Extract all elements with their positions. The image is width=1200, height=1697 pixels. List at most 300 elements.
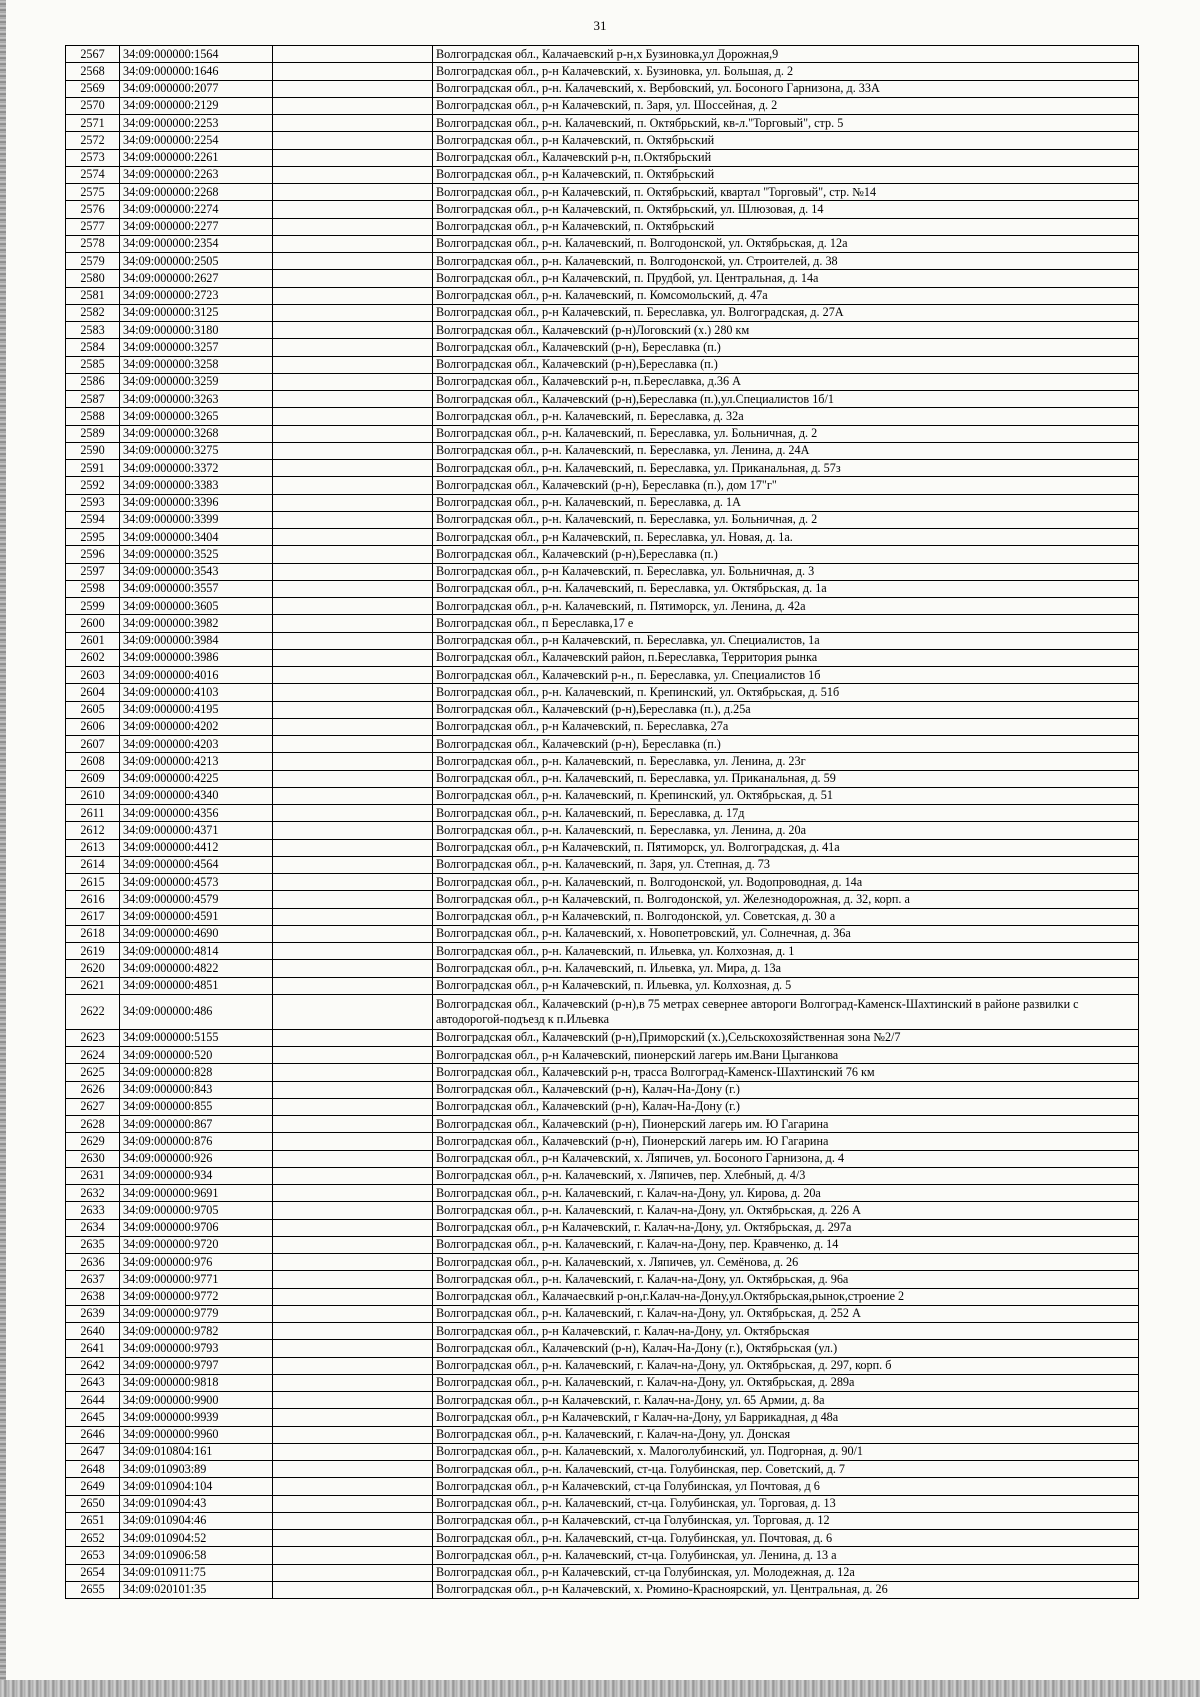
table-row — [66, 270, 1139, 287]
empty-cell — [273, 460, 433, 477]
address-cell: Волгоградская обл., р-н Калачевский, п. Ильевка, ул. Колхозная, д. 5 — [433, 977, 1139, 994]
table-row — [66, 667, 1139, 684]
address-cell: Волгоградская обл., Калачевский (р-н), Калач-На-Дону (г.) — [433, 1098, 1139, 1115]
empty-cell — [273, 718, 433, 735]
row-number-cell: 2647 — [66, 1443, 120, 1460]
row-number-cell: 2570 — [66, 97, 120, 114]
table-row — [66, 322, 1139, 339]
cadastral-number-cell: 34:09:000000:3396 — [120, 494, 273, 511]
address-cell: Волгоградская обл., р-н Калачевский, г Калач-на-Дону, ул Баррикадная, д 48а — [433, 1409, 1139, 1426]
empty-cell — [273, 253, 433, 270]
row-number-cell: 2626 — [66, 1081, 120, 1098]
address-cell: Волгоградская обл., р-н. Калачевский, х. Ляпичев, пер. Хлебный, д. 4/3 — [433, 1167, 1139, 1184]
row-number-cell: 2636 — [66, 1254, 120, 1271]
row-number-cell: 2604 — [66, 684, 120, 701]
table-row — [66, 218, 1139, 235]
row-number-cell: 2621 — [66, 977, 120, 994]
cadastral-number-cell: 34:09:000000:4822 — [120, 960, 273, 977]
cadastral-number-cell: 34:09:010804:161 — [120, 1443, 273, 1460]
cadastral-number-cell: 34:09:000000:828 — [120, 1064, 273, 1081]
table-row — [66, 1392, 1139, 1409]
empty-cell — [273, 477, 433, 494]
table-row — [66, 770, 1139, 787]
empty-cell — [273, 805, 433, 822]
address-cell: Волгоградская обл., р-н Калачевский, х. Рюмино-Красноярский, ул. Центральная, д. 26 — [433, 1581, 1139, 1598]
address-cell: Волгоградская обл., р-н Калачевский, п. Октябрьский, ул. Шлюзовая, д. 14 — [433, 201, 1139, 218]
cadastral-number-cell: 34:09:000000:3605 — [120, 598, 273, 615]
empty-cell — [273, 787, 433, 804]
table-row — [66, 822, 1139, 839]
cadastral-number-cell: 34:09:000000:843 — [120, 1081, 273, 1098]
row-number-cell: 2576 — [66, 201, 120, 218]
address-cell: Волгоградская обл., р-н Калачевский, х. Ляпичев, ул. Босоного Гарнизона, д. 4 — [433, 1150, 1139, 1167]
table-row — [66, 442, 1139, 459]
address-cell: Волгоградская обл., р-н. Калачевский, п. Береславка, д. 1А — [433, 494, 1139, 511]
empty-cell — [273, 580, 433, 597]
row-number-cell: 2635 — [66, 1236, 120, 1253]
row-number-cell: 2606 — [66, 718, 120, 735]
row-number-cell: 2597 — [66, 563, 120, 580]
empty-cell — [273, 1133, 433, 1150]
empty-cell — [273, 1047, 433, 1064]
row-number-cell: 2578 — [66, 235, 120, 252]
cadastral-number-cell: 34:09:000000:9772 — [120, 1288, 273, 1305]
address-cell: Волгоградская обл., р-н Калачевский, г. Калач-на-Дону, ул. Октябрьская, д. 297а — [433, 1219, 1139, 1236]
cadastral-number-cell: 34:09:000000:2274 — [120, 201, 273, 218]
row-number-cell: 2601 — [66, 632, 120, 649]
address-cell: Волгоградская обл., Калачевский (р-н),Береславка (п.) — [433, 546, 1139, 563]
row-number-cell: 2599 — [66, 598, 120, 615]
cadastral-number-cell: 34:09:000000:9793 — [120, 1340, 273, 1357]
cadastral-number-cell: 34:09:000000:4225 — [120, 770, 273, 787]
cadastral-number-cell: 34:09:000000:4573 — [120, 874, 273, 891]
empty-cell — [273, 1098, 433, 1115]
address-cell: Волгоградская обл., Калачевский р-н., п. Береславка, ул. Специалистов 1б — [433, 667, 1139, 684]
table-row — [66, 529, 1139, 546]
row-number-cell: 2585 — [66, 356, 120, 373]
address-cell: Волгоградская обл., Калачевский р-н, п.Октябрьский — [433, 149, 1139, 166]
row-number-cell: 2567 — [66, 46, 120, 63]
row-number-cell: 2622 — [66, 994, 120, 1029]
table-row — [66, 287, 1139, 304]
cadastral-number-cell: 34:09:000000:926 — [120, 1150, 273, 1167]
address-cell: Волгоградская обл., р-н Калачевский, п. Заря, ул. Шоссейная, д. 2 — [433, 97, 1139, 114]
row-number-cell: 2583 — [66, 322, 120, 339]
empty-cell — [273, 1443, 433, 1460]
cadastral-number-cell: 34:09:000000:9706 — [120, 1219, 273, 1236]
cadastral-number-cell: 34:09:000000:4103 — [120, 684, 273, 701]
cadastral-number-cell: 34:09:000000:2254 — [120, 132, 273, 149]
table-row — [66, 718, 1139, 735]
cadastral-number-cell: 34:09:000000:3525 — [120, 546, 273, 563]
cadastral-number-cell: 34:09:000000:3263 — [120, 391, 273, 408]
empty-cell — [273, 684, 433, 701]
address-cell: Волгоградская обл., р-н. Калачевский, п. Береславка, ул. Октябрьская, д. 1а — [433, 580, 1139, 597]
empty-cell — [273, 1357, 433, 1374]
cadastral-number-cell: 34:09:000000:3258 — [120, 356, 273, 373]
cadastral-number-cell: 34:09:000000:867 — [120, 1116, 273, 1133]
empty-cell — [273, 736, 433, 753]
cadastral-number-cell: 34:09:000000:3399 — [120, 511, 273, 528]
empty-cell — [273, 408, 433, 425]
row-number-cell: 2607 — [66, 736, 120, 753]
cadastral-number-cell: 34:09:000000:3275 — [120, 442, 273, 459]
empty-cell — [273, 1512, 433, 1529]
empty-cell — [273, 563, 433, 580]
cadastral-number-cell: 34:09:000000:3986 — [120, 649, 273, 666]
address-cell: Волгоградская обл., Калачевский (р-н),Приморский (х.),Сельскохозяйственная зона №2/7 — [433, 1029, 1139, 1046]
table-row — [66, 994, 1139, 1029]
table-row — [66, 115, 1139, 132]
address-cell: Волгоградская обл., р-н. Калачевский, г. Калач-на-Дону, пер. Кравченко, д. 14 — [433, 1236, 1139, 1253]
empty-cell — [273, 839, 433, 856]
row-number-cell: 2644 — [66, 1392, 120, 1409]
cadastral-number-cell: 34:09:000000:2268 — [120, 184, 273, 201]
empty-cell — [273, 632, 433, 649]
table-row — [66, 891, 1139, 908]
address-cell: Волгоградская обл., Калачаевский р-н,х Бузиновка,ул Дорожная,9 — [433, 46, 1139, 63]
address-cell: Волгоградская обл., р-н. Калачевский, п. Крепинский, ул. Октябрьская, д. 51 — [433, 787, 1139, 804]
empty-cell — [273, 1581, 433, 1598]
empty-cell — [273, 1305, 433, 1322]
table-row — [66, 960, 1139, 977]
cadastral-number-cell: 34:09:000000:4690 — [120, 925, 273, 942]
address-cell: Волгоградская обл., Калачевский р-н, трасса Волгоград-Каменск-Шахтинский 76 км — [433, 1064, 1139, 1081]
row-number-cell: 2581 — [66, 287, 120, 304]
row-number-cell: 2574 — [66, 166, 120, 183]
address-cell: Волгоградская обл., Калачаесвкий р-он,г.Калач-на-Дону,ул.Октябрьская,рынок,строение 2 — [433, 1288, 1139, 1305]
address-cell: Волгоградская обл., Калачевский (р-н)Логовский (х.) 280 км — [433, 322, 1139, 339]
empty-cell — [273, 391, 433, 408]
table-row — [66, 1219, 1139, 1236]
cadastral-number-cell: 34:09:000000:4213 — [120, 753, 273, 770]
address-cell: Волгоградская обл., р-н. Калачевский, п. Волгодонской, ул. Октябрьская, д. 12а — [433, 235, 1139, 252]
address-cell: Волгоградская обл., р-н. Калачевский, г. Калач-на-Дону, ул. Октябрьская, д. 96а — [433, 1271, 1139, 1288]
table-row — [66, 684, 1139, 701]
empty-cell — [273, 1081, 433, 1098]
row-number-cell: 2630 — [66, 1150, 120, 1167]
address-cell: Волгоградская обл., Калачевский (р-н), Калач-На-Дону (г.) — [433, 1081, 1139, 1098]
cadastral-number-cell: 34:09:010904:104 — [120, 1478, 273, 1495]
cadastral-number-cell: 34:09:000000:3125 — [120, 304, 273, 321]
table-row — [66, 1461, 1139, 1478]
address-cell: Волгоградская обл., р-н. Калачевский, г. Калач-на-Дону, ул. Октябрьская, д. 226 А — [433, 1202, 1139, 1219]
row-number-cell: 2652 — [66, 1530, 120, 1547]
row-number-cell: 2651 — [66, 1512, 120, 1529]
row-number-cell: 2588 — [66, 408, 120, 425]
cadastral-number-cell: 34:09:000000:9782 — [120, 1323, 273, 1340]
table-row — [66, 839, 1139, 856]
address-cell: Волгоградская обл., Калачевский (р-н),Береславка (п.), д.25а — [433, 701, 1139, 718]
empty-cell — [273, 442, 433, 459]
empty-cell — [273, 1564, 433, 1581]
address-cell: Волгоградская обл., Калачевский (р-н),в 75 метрах севернее автороги Волгоград-Каменск-Шахтинский в районе развилки с автодорогой-подъезд к п.Ильевка — [433, 994, 1139, 1029]
empty-cell — [273, 1409, 433, 1426]
address-cell: Волгоградская обл., р-н Калачевский, ст-ца Голубинская, ул. Торговая, д. 12 — [433, 1512, 1139, 1529]
row-number-cell: 2612 — [66, 822, 120, 839]
cadastral-number-cell: 34:09:000000:4564 — [120, 856, 273, 873]
empty-cell — [273, 1340, 433, 1357]
address-cell: Волгоградская обл., Калачевский (р-н),Береславка (п.) — [433, 356, 1139, 373]
address-cell: Волгоградская обл., р-н Калачевский, г. Калач-на-Дону, ул. Октябрьская — [433, 1323, 1139, 1340]
empty-cell — [273, 753, 433, 770]
empty-cell — [273, 1547, 433, 1564]
cadastral-number-cell: 34:09:000000:2627 — [120, 270, 273, 287]
address-cell: Волгоградская обл., р-н Калачевский, пионерский лагерь им.Вани Цыганкова — [433, 1047, 1139, 1064]
row-number-cell: 2589 — [66, 425, 120, 442]
row-number-cell: 2654 — [66, 1564, 120, 1581]
table-row — [66, 1426, 1139, 1443]
row-number-cell: 2584 — [66, 339, 120, 356]
address-cell: Волгоградская обл., р-н. Калачевский, х. Новопетровский, ул. Солнечная, д. 36а — [433, 925, 1139, 942]
cadastral-number-cell: 34:09:000000:976 — [120, 1254, 273, 1271]
table-row — [66, 97, 1139, 114]
cadastral-number-cell: 34:09:000000:9818 — [120, 1374, 273, 1391]
cadastral-number-cell: 34:09:010904:43 — [120, 1495, 273, 1512]
row-number-cell: 2568 — [66, 63, 120, 80]
row-number-cell: 2631 — [66, 1167, 120, 1184]
row-number-cell: 2633 — [66, 1202, 120, 1219]
address-cell: Волгоградская обл., р-н Калачевский, п. Октябрьский, квартал "Торговый", стр. №14 — [433, 184, 1139, 201]
empty-cell — [273, 511, 433, 528]
row-number-cell: 2627 — [66, 1098, 120, 1115]
cadastral-number-cell: 34:09:000000:2505 — [120, 253, 273, 270]
cadastral-number-cell: 34:09:000000:3259 — [120, 373, 273, 390]
table-row — [66, 201, 1139, 218]
cadastral-number-cell: 34:09:000000:3404 — [120, 529, 273, 546]
cadastral-number-cell: 34:09:000000:2277 — [120, 218, 273, 235]
table-row — [66, 649, 1139, 666]
address-cell: Волгоградская обл., Калачевский район, п.Береславка, Территория рынка — [433, 649, 1139, 666]
cadastral-number-cell: 34:09:000000:4203 — [120, 736, 273, 753]
empty-cell — [273, 322, 433, 339]
row-number-cell: 2609 — [66, 770, 120, 787]
address-cell: Волгоградская обл., р-н Калачевский, п. Пятиморск, ул. Волгоградская, д. 41а — [433, 839, 1139, 856]
row-number-cell: 2571 — [66, 115, 120, 132]
cadastral-number-cell: 34:09:000000:876 — [120, 1133, 273, 1150]
row-number-cell: 2610 — [66, 787, 120, 804]
address-cell: Волгоградская обл., р-н Калачевский, п. Октябрьский — [433, 218, 1139, 235]
empty-cell — [273, 1323, 433, 1340]
table-row — [66, 874, 1139, 891]
address-cell: Волгоградская обл., р-н Калачевский, п. Береславка, 27а — [433, 718, 1139, 735]
table-row — [66, 132, 1139, 149]
cadastral-number-cell: 34:09:000000:3265 — [120, 408, 273, 425]
table-body — [66, 46, 1139, 1599]
address-cell: Волгоградская обл., Калачевский (р-н),Береславка (п.),ул.Специалистов 1б/1 — [433, 391, 1139, 408]
row-number-cell: 2579 — [66, 253, 120, 270]
cadastral-number-cell: 34:09:000000:3557 — [120, 580, 273, 597]
cadastral-number-cell: 34:09:000000:4412 — [120, 839, 273, 856]
row-number-cell: 2628 — [66, 1116, 120, 1133]
table-row — [66, 1288, 1139, 1305]
address-cell: Волгоградская обл., р-н. Калачевский, п. Заря, ул. Степная, д. 73 — [433, 856, 1139, 873]
address-cell: Волгоградская обл., р-н. Калачевский, п. Береславка, ул. Ленина, д. 23г — [433, 753, 1139, 770]
address-cell: Волгоградская обл., р-н. Калачевский, г. Калач-на-Дону, ул. Октябрьская, д. 297, корп. б — [433, 1357, 1139, 1374]
table-row — [66, 1185, 1139, 1202]
empty-cell — [273, 63, 433, 80]
table-row — [66, 356, 1139, 373]
row-number-cell: 2617 — [66, 908, 120, 925]
row-number-cell: 2611 — [66, 805, 120, 822]
cadastral-number-cell: 34:09:000000:4195 — [120, 701, 273, 718]
empty-cell — [273, 960, 433, 977]
address-cell: Волгоградская обл., р-н. Калачевский, п. Береславка, д. 17д — [433, 805, 1139, 822]
cadastral-number-cell: 34:09:000000:5155 — [120, 1029, 273, 1046]
empty-cell — [273, 425, 433, 442]
address-cell: Волгоградская обл., р-н. Калачевский, п. Береславка, ул. Ленина, д. 24А — [433, 442, 1139, 459]
scan-bottom-artifact — [0, 1680, 1200, 1697]
cadastral-number-cell: 34:09:000000:4016 — [120, 667, 273, 684]
address-cell: Волгоградская обл., Калачевский (р-н), Береславка (п.) — [433, 736, 1139, 753]
table-row — [66, 787, 1139, 804]
address-cell: Волгоградская обл., п Береславка,17 е — [433, 615, 1139, 632]
row-number-cell: 2592 — [66, 477, 120, 494]
row-number-cell: 2614 — [66, 856, 120, 873]
table-row — [66, 477, 1139, 494]
row-number-cell: 2595 — [66, 529, 120, 546]
row-number-cell: 2623 — [66, 1029, 120, 1046]
table-row — [66, 1271, 1139, 1288]
address-cell: Волгоградская обл., р-н. Калачевский, ст-ца. Голубинская, ул. Торговая, д. 13 — [433, 1495, 1139, 1512]
row-number-cell: 2593 — [66, 494, 120, 511]
cadastral-number-cell: 34:09:000000:4814 — [120, 943, 273, 960]
table-row — [66, 1443, 1139, 1460]
row-number-cell: 2577 — [66, 218, 120, 235]
table-row — [66, 1409, 1139, 1426]
row-number-cell: 2640 — [66, 1323, 120, 1340]
cadastral-number-cell: 34:09:000000:4340 — [120, 787, 273, 804]
table-row — [66, 1098, 1139, 1115]
row-number-cell: 2602 — [66, 649, 120, 666]
address-cell: Волгоградская обл., р-н Калачевский, п. Береславка, ул. Специалистов, 1а — [433, 632, 1139, 649]
row-number-cell: 2650 — [66, 1495, 120, 1512]
empty-cell — [273, 891, 433, 908]
empty-cell — [273, 822, 433, 839]
cadastral-number-cell: 34:09:000000:1646 — [120, 63, 273, 80]
cadastral-number-cell: 34:09:000000:2723 — [120, 287, 273, 304]
empty-cell — [273, 373, 433, 390]
table-row — [66, 460, 1139, 477]
empty-cell — [273, 339, 433, 356]
cadastral-number-cell: 34:09:000000:9691 — [120, 1185, 273, 1202]
cadastral-number-cell: 34:09:000000:4356 — [120, 805, 273, 822]
table-row — [66, 1478, 1139, 1495]
address-cell: Волгоградская обл., р-н. Калачевский, п. Ильевка, ул. Колхозная, д. 1 — [433, 943, 1139, 960]
table-row — [66, 615, 1139, 632]
table-row — [66, 1167, 1139, 1184]
cadastral-number-cell: 34:09:010911:75 — [120, 1564, 273, 1581]
row-number-cell: 2594 — [66, 511, 120, 528]
table-row — [66, 1305, 1139, 1322]
empty-cell — [273, 184, 433, 201]
cadastral-number-cell: 34:09:000000:4579 — [120, 891, 273, 908]
empty-cell — [273, 80, 433, 97]
address-cell: Волгоградская обл., р-н. Калачевский, г. Калач-на-Дону, ул. Октябрьская, д. 289а — [433, 1374, 1139, 1391]
address-cell: Волгоградская обл., Калачевский (р-н), Береславка (п.) — [433, 339, 1139, 356]
table-row — [66, 46, 1139, 63]
table-row — [66, 1530, 1139, 1547]
address-cell: Волгоградская обл., р-н. Калачевский, х. Малоголубинский, ул. Подгорная, д. 90/1 — [433, 1443, 1139, 1460]
row-number-cell: 2645 — [66, 1409, 120, 1426]
empty-cell — [273, 1426, 433, 1443]
cadastral-number-cell: 34:09:000000:934 — [120, 1167, 273, 1184]
table-row — [66, 1547, 1139, 1564]
empty-cell — [273, 615, 433, 632]
row-number-cell: 2641 — [66, 1340, 120, 1357]
row-number-cell: 2587 — [66, 391, 120, 408]
table-row — [66, 304, 1139, 321]
empty-cell — [273, 1478, 433, 1495]
cadastral-number-cell: 34:09:000000:2253 — [120, 115, 273, 132]
empty-cell — [273, 649, 433, 666]
row-number-cell: 2638 — [66, 1288, 120, 1305]
empty-cell — [273, 529, 433, 546]
empty-cell — [273, 943, 433, 960]
table-row — [66, 1564, 1139, 1581]
table-row — [66, 494, 1139, 511]
address-cell: Волгоградская обл., р-н. Калачевский, п. Береславка, д. 32а — [433, 408, 1139, 425]
cadastral-number-cell: 34:09:000000:9960 — [120, 1426, 273, 1443]
table-row — [66, 632, 1139, 649]
empty-cell — [273, 1530, 433, 1547]
address-cell: Волгоградская обл., р-н Калачевский, ст-ца Голубинская, ул Почтовая, д 6 — [433, 1478, 1139, 1495]
address-cell: Волгоградская обл., р-н. Калачевский, п. Береславка, ул. Приканальная, д. 57з — [433, 460, 1139, 477]
cadastral-number-cell: 34:09:000000:3383 — [120, 477, 273, 494]
table-row — [66, 805, 1139, 822]
address-cell: Волгоградская обл., р-н. Калачевский, х. Ляпичев, ул. Семёнова, д. 26 — [433, 1254, 1139, 1271]
address-cell: Волгоградская обл., Калачевский (р-н), Пионерский лагерь им. Ю Гагарина — [433, 1133, 1139, 1150]
row-number-cell: 2569 — [66, 80, 120, 97]
empty-cell — [273, 546, 433, 563]
row-number-cell: 2620 — [66, 960, 120, 977]
empty-cell — [273, 149, 433, 166]
cadastral-number-cell: 34:09:000000:9705 — [120, 1202, 273, 1219]
row-number-cell: 2613 — [66, 839, 120, 856]
row-number-cell: 2605 — [66, 701, 120, 718]
empty-cell — [273, 770, 433, 787]
empty-cell — [273, 132, 433, 149]
address-cell: Волгоградская обл., р-н Калачевский, п. Береславка, ул. Волгоградская, д. 27А — [433, 304, 1139, 321]
cadastral-number-cell: 34:09:000000:3257 — [120, 339, 273, 356]
empty-cell — [273, 235, 433, 252]
address-cell: Волгоградская обл., р-н. Калачевский, х. Вербовский, ул. Босоного Гарнизона, д. 33А — [433, 80, 1139, 97]
row-number-cell: 2624 — [66, 1047, 120, 1064]
address-cell: Волгоградская обл., р-н. Калачевский, п. Волгодонской, ул. Водопроводная, д. 14а — [433, 874, 1139, 891]
address-cell: Волгоградская обл., р-н. Калачевский, п. Волгодонской, ул. Строителей, д. 38 — [433, 253, 1139, 270]
cadastral-number-cell: 34:09:000000:3372 — [120, 460, 273, 477]
row-number-cell: 2598 — [66, 580, 120, 597]
address-cell: Волгоградская обл., Калачевский (р-н), Береславка (п.), дом 17"г" — [433, 477, 1139, 494]
cadastral-number-cell: 34:09:010904:46 — [120, 1512, 273, 1529]
row-number-cell: 2608 — [66, 753, 120, 770]
address-cell: Волгоградская обл., р-н. Калачевский, г. Калач-на-Дону, ул. Кирова, д. 20а — [433, 1185, 1139, 1202]
empty-cell — [273, 1167, 433, 1184]
table-row — [66, 1374, 1139, 1391]
empty-cell — [273, 46, 433, 63]
table-row — [66, 1495, 1139, 1512]
empty-cell — [273, 1254, 433, 1271]
table-row — [66, 1116, 1139, 1133]
row-number-cell: 2618 — [66, 925, 120, 942]
address-cell: Волгоградская обл., р-н. Калачевский, ст-ца. Голубинская, ул. Ленина, д. 13 а — [433, 1547, 1139, 1564]
row-number-cell: 2596 — [66, 546, 120, 563]
row-number-cell: 2586 — [66, 373, 120, 390]
table-row — [66, 63, 1139, 80]
empty-cell — [273, 1219, 433, 1236]
table-row — [66, 943, 1139, 960]
cadastral-number-cell: 34:09:010904:52 — [120, 1530, 273, 1547]
